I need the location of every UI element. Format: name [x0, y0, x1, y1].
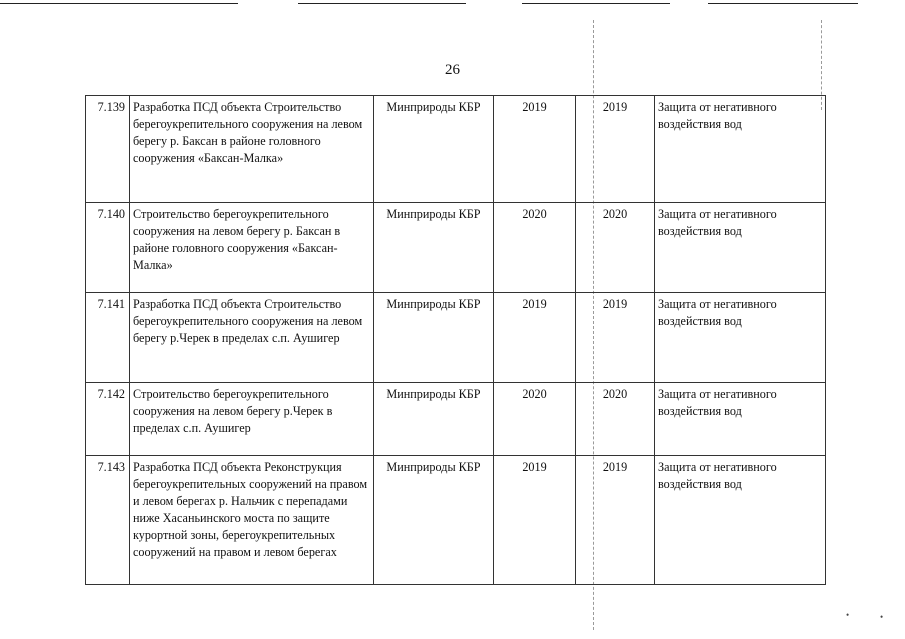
start-year: 2019: [494, 293, 576, 383]
table-row: [86, 383, 826, 456]
table-row: [86, 96, 826, 203]
expected-result: Защита от негативного воздействия вод: [655, 383, 826, 456]
responsible-org: Минприроды КБР: [374, 203, 494, 293]
expected-result: Защита от негативного воздействия вод: [655, 96, 826, 203]
top-rule: [708, 3, 858, 4]
table-row: [86, 203, 826, 293]
top-rule: [0, 3, 238, 4]
page-number: 26: [445, 62, 460, 78]
responsible-org: Минприроды КБР: [374, 383, 494, 456]
measure-name: Разработка ПСД объекта Реконструкция берегоукрепительных сооружений на правом и левом берегах р. Нальчик с перепадами ниже Хасаньинского моста по защите курортной зоны, берегоукрепительных сооружений на правом и левом берегах: [130, 456, 374, 585]
row-number: 7.142: [86, 383, 130, 456]
end-year: 2019: [576, 96, 655, 203]
expected-result: Защита от негативного воздействия вод: [655, 456, 826, 585]
responsible-org: Минприроды КБР: [374, 96, 494, 203]
start-year: 2020: [494, 383, 576, 456]
scan-speck: •: [846, 610, 850, 620]
measure-name: Разработка ПСД объекта Строительство берегоукрепительного сооружения на левом берегу р.Черек в пределах с.п. Аушигер: [130, 293, 374, 383]
plan-table: [85, 95, 826, 585]
end-year: 2019: [576, 456, 655, 585]
table-row: [86, 293, 826, 383]
expected-result: Защита от негативного воздействия вод: [655, 293, 826, 383]
start-year: 2019: [494, 96, 576, 203]
row-number: 7.139: [86, 96, 130, 203]
responsible-org: Минприроды КБР: [374, 456, 494, 585]
expected-result: Защита от негативного воздействия вод: [655, 203, 826, 293]
measure-name: Строительство берегоукрепительного сооружения на левом берегу р.Черек в пределах с.п. Аушигер: [130, 383, 374, 456]
end-year: 2019: [576, 293, 655, 383]
scan-speck: •: [880, 612, 884, 622]
table-row: [86, 456, 826, 585]
start-year: 2020: [494, 203, 576, 293]
measure-name: Разработка ПСД объекта Строительство берегоукрепительного сооружения на левом берегу р. Баксан в районе головного сооружения «Баксан-Малка»: [130, 96, 374, 203]
row-number: 7.141: [86, 293, 130, 383]
top-rule: [298, 3, 466, 4]
end-year: 2020: [576, 203, 655, 293]
end-year: 2020: [576, 383, 655, 456]
top-rule: [522, 3, 670, 4]
row-number: 7.143: [86, 456, 130, 585]
start-year: 2019: [494, 456, 576, 585]
measure-name: Строительство берегоукрепительного сооружения на левом берегу р. Баксан в районе головного сооружения «Баксан-Малка»: [130, 203, 374, 293]
row-number: 7.140: [86, 203, 130, 293]
responsible-org: Минприроды КБР: [374, 293, 494, 383]
